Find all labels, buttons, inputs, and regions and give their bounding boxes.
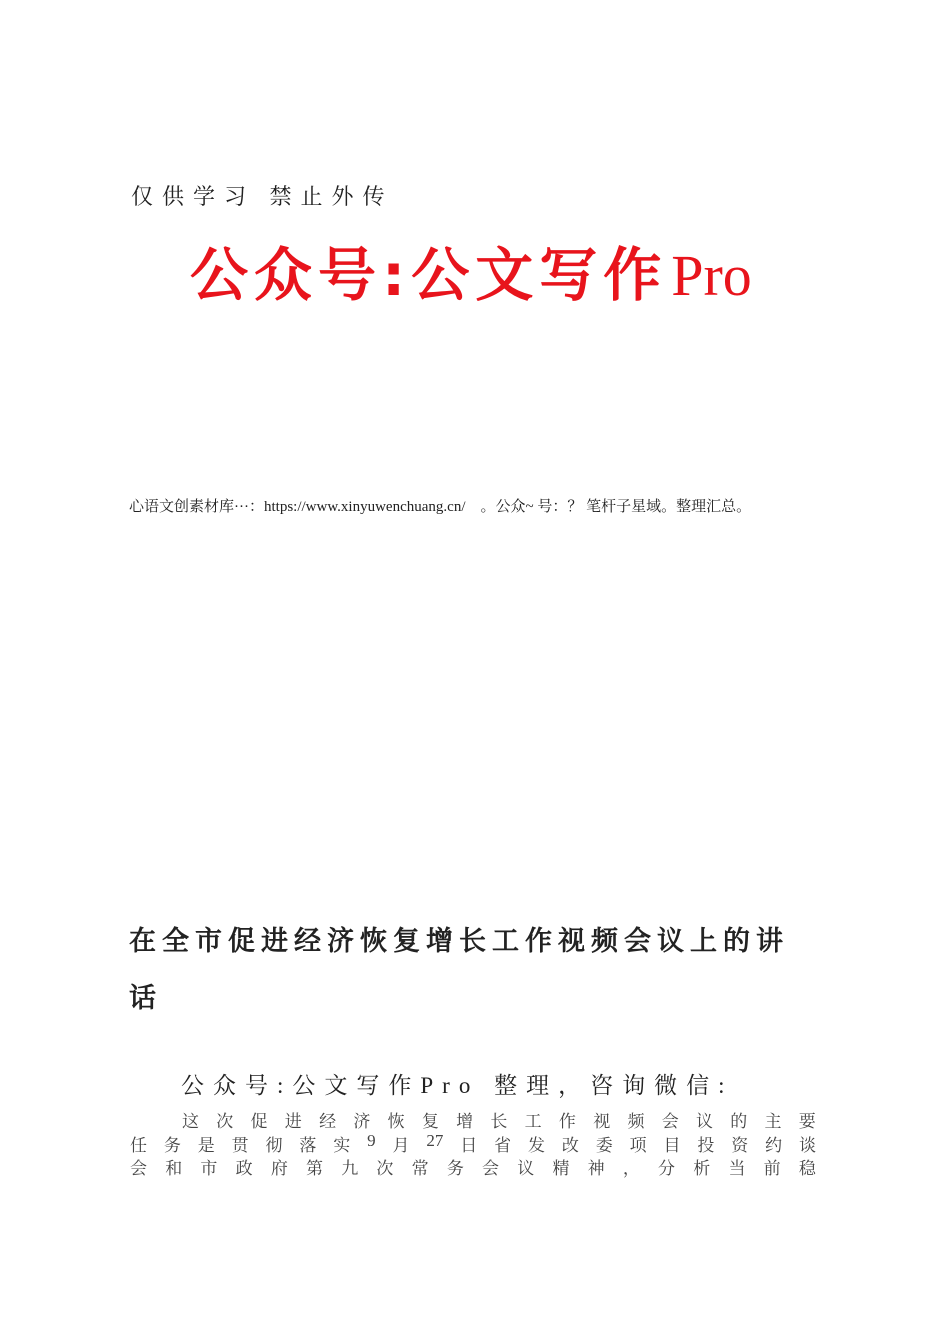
- body-char: 经: [319, 1112, 337, 1131]
- body-paragraph-line-3: [130, 1154, 816, 1179]
- body-char: 前: [763, 1159, 781, 1178]
- body-char: 府: [270, 1159, 288, 1178]
- body-char: 这: [182, 1112, 199, 1131]
- source-line: 心语文创素材库···：https://www.xinyuwenchuang.cn/ 。公众~ 号：？ 笔杆子星域。整理汇总。: [129, 499, 752, 515]
- body-char: 议: [517, 1159, 535, 1178]
- body-char: 投: [697, 1136, 715, 1155]
- title-line-1: 在全市促进经济恢复增长工作视频会议上的讲: [129, 926, 789, 957]
- body-char: 次: [376, 1159, 394, 1178]
- body-char: 作: [558, 1112, 576, 1131]
- body-char: 是: [197, 1136, 215, 1155]
- notice-text: 仅供学习 禁止外传: [131, 184, 394, 209]
- body-paragraph-line-1: [130, 1107, 816, 1132]
- brand-prefix: 公众号:公文写作: [190, 241, 668, 309]
- body-char: 分: [658, 1159, 676, 1178]
- body-char: 月: [392, 1136, 410, 1155]
- body-char: 九: [341, 1159, 359, 1178]
- title-line-2: 话: [129, 983, 162, 1014]
- body-char: 稳: [798, 1159, 816, 1178]
- body-char: 彻: [265, 1136, 283, 1155]
- body-char: 恢: [387, 1112, 405, 1131]
- body-paragraph-line-2: [130, 1131, 816, 1156]
- body-char: 神: [587, 1159, 605, 1178]
- body-char: 谈: [799, 1136, 816, 1155]
- body-char: 目: [663, 1136, 681, 1155]
- body-char: 频: [627, 1112, 645, 1131]
- brand-suffix: Pro: [671, 243, 752, 308]
- body-char: 落: [299, 1136, 317, 1155]
- body-char: 资: [731, 1136, 749, 1155]
- body-char: 政: [235, 1159, 253, 1178]
- body-char: 视: [593, 1112, 611, 1131]
- body-char: 实: [333, 1136, 351, 1155]
- intro-line: 公众号:公文写作Pro 整理，咨询微信:: [181, 1073, 734, 1098]
- body-char: 约: [765, 1136, 783, 1155]
- body-char: 会: [661, 1112, 679, 1131]
- body-char: 务: [163, 1136, 181, 1155]
- body-char: 的: [730, 1112, 748, 1131]
- body-char: 市: [200, 1159, 218, 1178]
- body-char: 会: [130, 1159, 147, 1178]
- body-char: 要: [798, 1112, 816, 1131]
- body-char: 第: [306, 1159, 324, 1178]
- brand-heading: [190, 228, 752, 312]
- body-char: 和: [165, 1159, 183, 1178]
- body-char: 委: [595, 1136, 613, 1155]
- body-char: 精: [552, 1159, 570, 1178]
- body-char: 进: [284, 1112, 302, 1131]
- body-char: 常: [411, 1159, 429, 1178]
- body-char: 9: [367, 1131, 376, 1150]
- body-char: 济: [353, 1112, 371, 1131]
- body-char: 当: [728, 1159, 746, 1178]
- body-char: 复: [421, 1112, 439, 1131]
- body-char: 务: [446, 1159, 464, 1178]
- body-char: 长: [490, 1112, 508, 1131]
- body-char: 议: [695, 1112, 713, 1131]
- body-char: 发: [528, 1136, 545, 1155]
- body-char: 析: [693, 1159, 711, 1178]
- body-char: 项: [629, 1136, 647, 1155]
- body-char: 日: [460, 1136, 478, 1155]
- body-char: 次: [216, 1112, 234, 1131]
- body-char: 促: [250, 1112, 268, 1131]
- body-char: 主: [764, 1112, 782, 1131]
- body-char: ，: [622, 1159, 640, 1178]
- body-char: 改: [561, 1136, 579, 1155]
- body-char: 贯: [231, 1136, 249, 1155]
- document-title: [129, 913, 829, 1027]
- body-char: 增: [456, 1112, 474, 1131]
- body-char: 任: [130, 1136, 147, 1155]
- body-char: 省: [494, 1136, 512, 1155]
- body-char: 27: [426, 1131, 444, 1150]
- body-char: 工: [524, 1112, 542, 1131]
- body-char: 会: [482, 1159, 500, 1178]
